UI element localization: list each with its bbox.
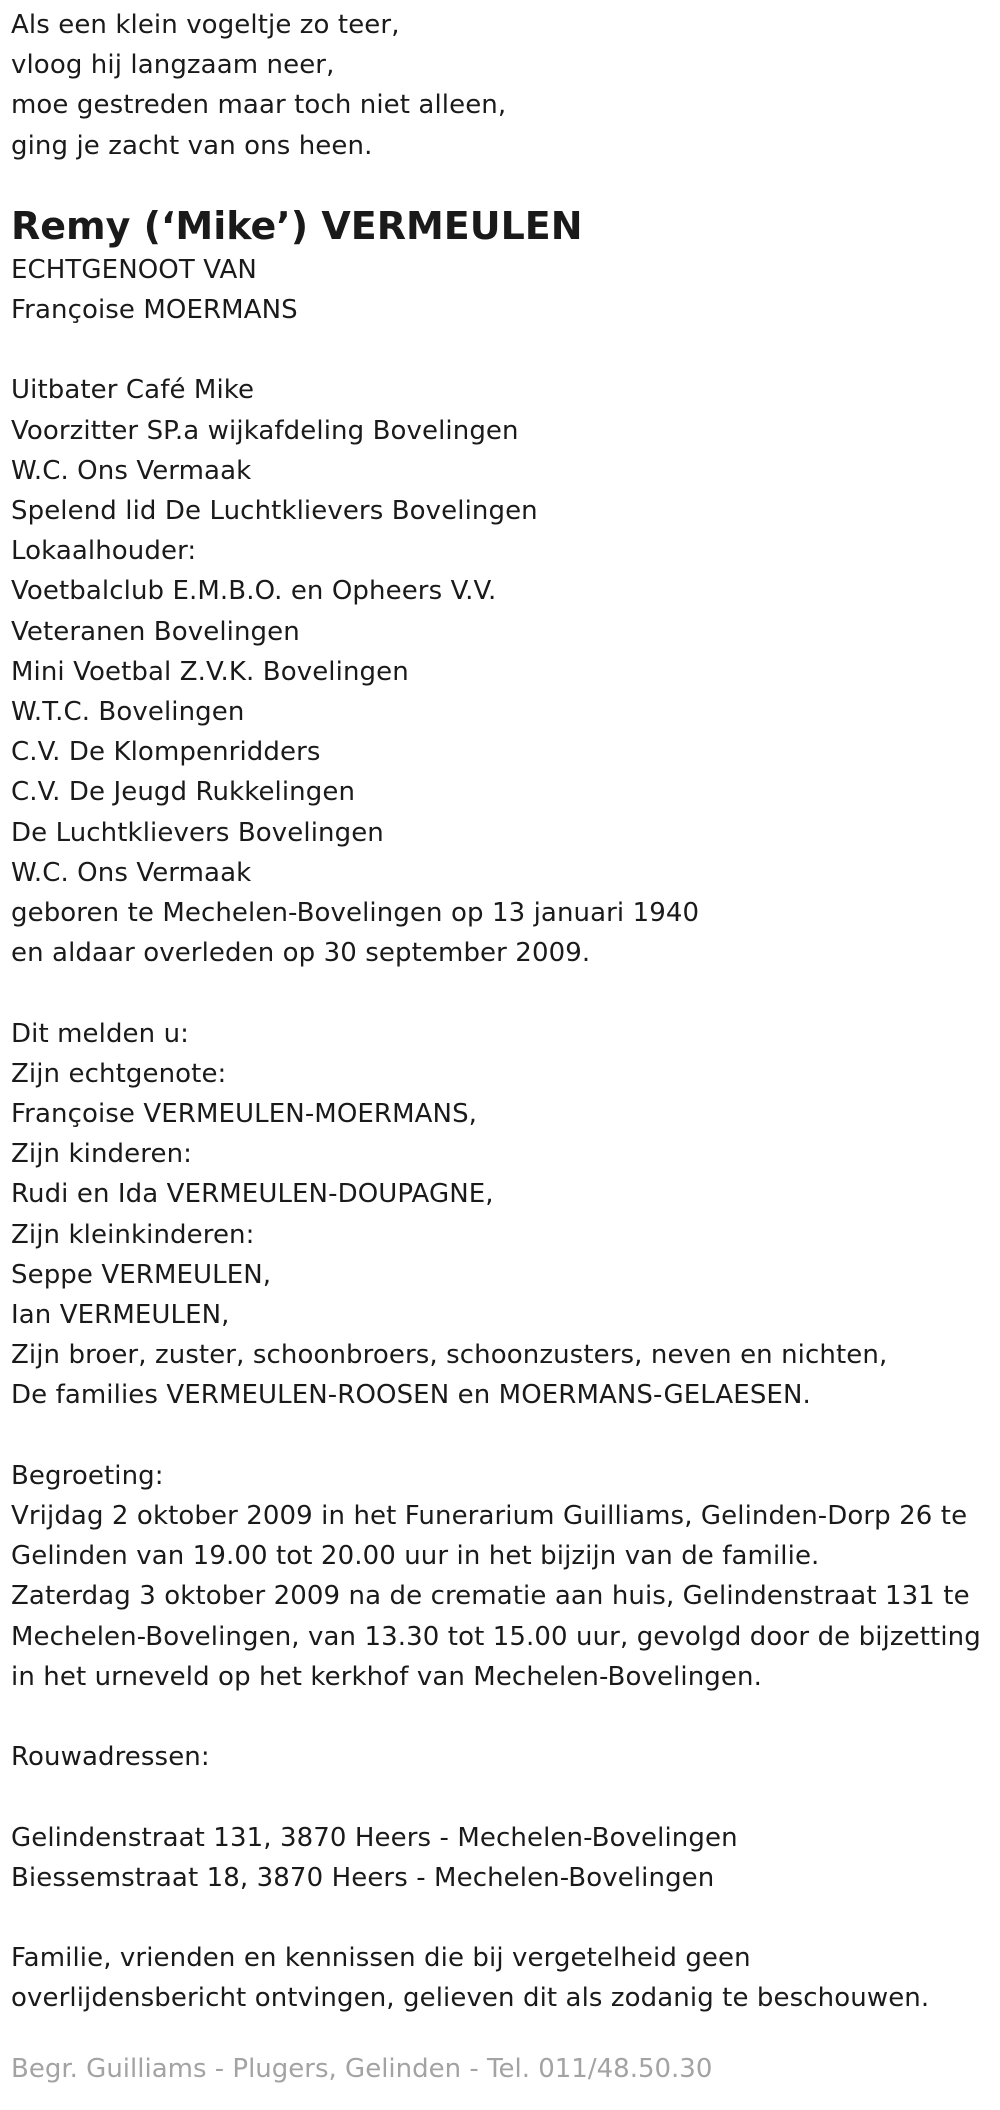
role-line: Uitbater Café Mike xyxy=(11,375,255,406)
address-line: Biessemstraat 18, 3870 Heers - Mechelen-Bovelingen xyxy=(11,1862,715,1893)
deceased-header xyxy=(11,202,989,330)
role-line: C.V. De Jeugd Rukkelingen xyxy=(11,777,356,808)
announcement xyxy=(11,1014,989,1416)
address-line: Gelindenstraat 131, 3870 Heers - Mechelen-Bovelingen xyxy=(11,1822,738,1853)
role-line: C.V. De Klompenridders xyxy=(11,737,321,768)
deceased-name: Remy (‘Mike’) VERMEULEN xyxy=(11,203,583,248)
role-line: Voorzitter SP.a wijkafdeling Bovelingen xyxy=(11,415,519,446)
spacer xyxy=(11,1898,989,1938)
poem xyxy=(11,0,989,166)
announcement-line: Zijn echtgenote: xyxy=(11,1058,227,1089)
poem-line: moe gestreden maar toch niet alleen, xyxy=(11,90,507,121)
role-line: W.C. Ons Vermaak xyxy=(11,857,252,888)
role-line: W.T.C. Bovelingen xyxy=(11,697,245,728)
spouse-label: ECHTGENOOT VAN xyxy=(11,254,257,285)
poem-line: vloog hij langzaam neer, xyxy=(11,50,335,81)
roles-list xyxy=(11,370,989,973)
closing-line: overlijdensbericht ontvingen, gelieven dit als zodanig te beschouwen. xyxy=(11,1983,930,2014)
birth-line: geboren te Mechelen-Bovelingen op 13 januari 1940 xyxy=(11,898,700,929)
addresses-label: Rouwadressen: xyxy=(11,1742,210,1773)
funeral-home-footer: Begr. Guilliams - Plugers, Gelinden - Tel. 011/48.50.30 xyxy=(11,2054,713,2084)
poem-line: Als een klein vogeltje zo teer, xyxy=(11,10,400,40)
closing-line: Familie, vrienden en kennissen die bij vergetelheid geen xyxy=(11,1943,751,1974)
announcement-line: Ian VERMEULEN, xyxy=(11,1300,230,1331)
role-line: Spelend lid De Luchtklievers Bovelingen xyxy=(11,496,538,527)
addresses xyxy=(11,1737,989,1898)
announcement-line: Zijn broer, zuster, schoonbroers, schoonzusters, neven en nichten, xyxy=(11,1340,888,1371)
greeting-line: Gelinden van 19.00 tot 20.00 uur in het bijzijn van de familie. xyxy=(11,1541,820,1572)
announcement-line: Dit melden u: xyxy=(11,1018,190,1049)
role-line: Veteranen Bovelingen xyxy=(11,616,300,647)
poem-line: ging je zacht van ons heen. xyxy=(11,130,373,161)
spacer xyxy=(11,973,989,1013)
announcement-line: Rudi en Ida VERMEULEN-DOUPAGNE, xyxy=(11,1179,494,1210)
spacer xyxy=(11,1416,989,1456)
announcement-line: Zijn kinderen: xyxy=(11,1139,193,1170)
announcement-line: De families VERMEULEN-ROOSEN en MOERMANS-GELAESEN. xyxy=(11,1380,811,1411)
role-line: Lokaalhouder: xyxy=(11,536,197,567)
role-line: W.C. Ons Vermaak xyxy=(11,455,252,486)
greeting-line: Vrijdag 2 oktober 2009 in het Funerarium Guilliams, Gelinden-Dorp 26 te xyxy=(11,1501,968,1532)
death-line: en aldaar overleden op 30 september 2009. xyxy=(11,938,591,969)
role-line: De Luchtklievers Bovelingen xyxy=(11,817,384,848)
greeting-line: in het urneveld op het kerkhof van Mechelen-Bovelingen. xyxy=(11,1661,762,1692)
role-line: Voetbalclub E.M.B.O. en Opheers V.V. xyxy=(11,576,497,607)
spacer xyxy=(11,1697,989,1737)
greeting-line: Mechelen-Bovelingen, van 13.30 tot 15.00 uur, gevolgd door de bijzetting xyxy=(11,1621,981,1652)
role-line: Mini Voetbal Z.V.K. Bovelingen xyxy=(11,656,409,687)
spouse-name: Françoise MOERMANS xyxy=(11,295,298,326)
announcement-line: Françoise VERMEULEN-MOERMANS, xyxy=(11,1099,478,1130)
announcement-line: Seppe VERMEULEN, xyxy=(11,1259,272,1290)
spacer xyxy=(11,1777,989,1817)
greeting-line: Zaterdag 3 oktober 2009 na de crematie aan huis, Gelindenstraat 131 te xyxy=(11,1581,970,1612)
announcement-line: Zijn kleinkinderen: xyxy=(11,1219,255,1250)
greeting-line: Begroeting: xyxy=(11,1460,164,1491)
greeting xyxy=(11,1456,989,1697)
spacer xyxy=(11,330,989,370)
closing-note xyxy=(11,1938,989,2018)
